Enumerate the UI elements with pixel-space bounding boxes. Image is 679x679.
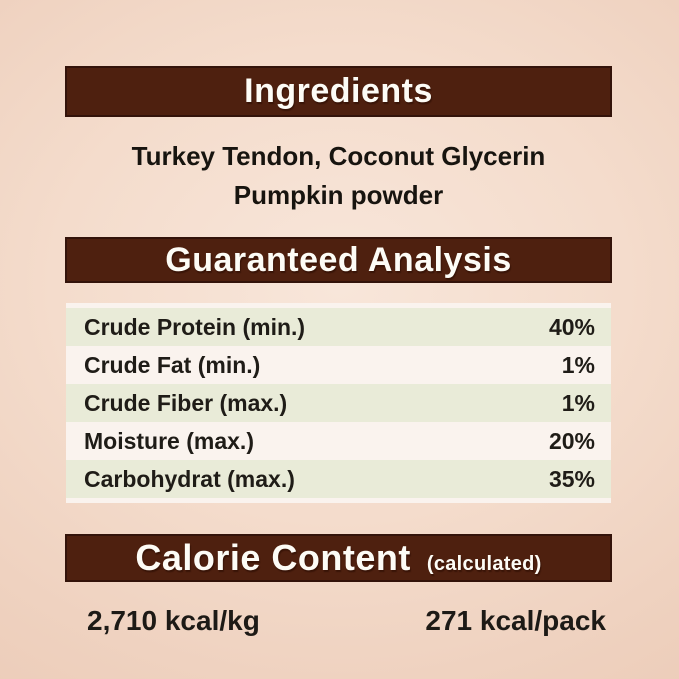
ingredients-list <box>65 137 612 215</box>
table-row <box>66 346 611 384</box>
row-label: Crude Protein (min.) <box>84 313 306 340</box>
calorie-content-heading <box>135 537 541 579</box>
row-label: Moisture (max.) <box>84 427 254 454</box>
row-value: 40% <box>548 313 595 340</box>
table-row <box>66 460 611 498</box>
table-row <box>66 422 611 460</box>
ingredients-line-2: Pumpkin powder <box>233 180 444 210</box>
guaranteed-analysis-title: Guaranteed Analysis <box>165 240 512 279</box>
ingredients-title: Ingredients <box>244 72 433 110</box>
row-label: Carbohydrat (max.) <box>84 465 295 492</box>
calorie-values-row <box>65 605 612 637</box>
ingredients-header-bar <box>65 66 612 117</box>
table-row <box>66 384 611 422</box>
guaranteed-analysis-header-bar <box>65 237 612 283</box>
row-value: 35% <box>548 465 595 492</box>
row-value: 20% <box>548 427 595 454</box>
ingredients-line-1: Turkey Tendon, Coconut Glycerin <box>131 141 546 171</box>
table-row <box>66 308 611 346</box>
row-label: Crude Fiber (max.) <box>84 389 288 416</box>
kcal-per-kg: 2,710 kcal/kg <box>87 605 260 636</box>
guaranteed-analysis-table <box>66 303 611 503</box>
calorie-content-header-bar <box>65 534 612 582</box>
row-value: 1% <box>561 351 595 378</box>
calorie-content-title: Calorie Content <box>135 537 411 578</box>
row-label: Crude Fat (min.) <box>84 351 261 378</box>
kcal-per-pack: 271 kcal/pack <box>425 605 606 636</box>
calorie-content-subtitle: (calculated) <box>426 553 542 575</box>
row-value: 1% <box>561 389 595 416</box>
